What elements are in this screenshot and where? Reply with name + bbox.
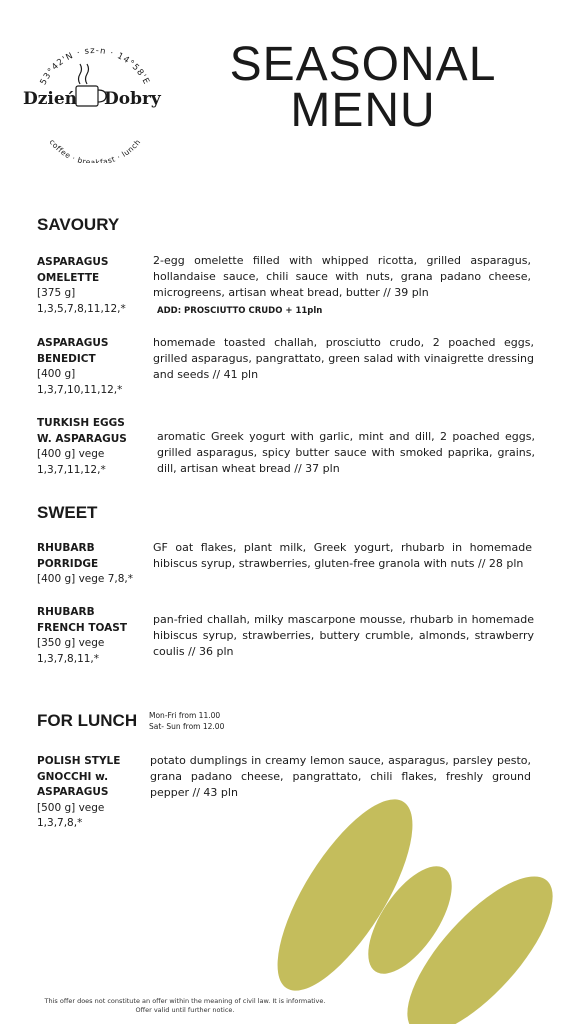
item-weight: [400 g] vege <box>37 448 105 460</box>
decorative-leaf-shapes <box>270 780 560 1024</box>
hours-weekdays: Mon-Fri from 11.00 <box>149 711 221 720</box>
item-name-line: OMELETTE <box>37 271 100 284</box>
item-weight: [400 g] <box>37 368 76 380</box>
menu-item-name <box>37 336 149 398</box>
title-line-1: SEASONAL <box>229 38 497 91</box>
svg-text:53°42'N · sz-n · 14°58'E <box>39 46 152 87</box>
menu-item-name <box>37 255 149 317</box>
cafe-logo <box>20 38 170 163</box>
logo-tagline: coffee · breakfast · lunch <box>47 137 143 163</box>
item-allergens: 1,3,7,8,11,* <box>37 652 100 665</box>
menu-item-name <box>37 416 149 478</box>
lunch-hours <box>149 710 224 732</box>
section-heading-lunch: FOR LUNCH <box>37 711 138 730</box>
footer-line-1: This offer does not constitute an offer within the meaning of civil law. It is informative. <box>44 997 326 1005</box>
title-line-2: MENU <box>290 84 436 137</box>
item-allergens: 1,3,7,10,11,12,* <box>37 383 123 396</box>
menu-item-description <box>153 253 531 319</box>
item-name-line: ASPARAGUS <box>37 337 109 349</box>
item-name-line: ASPARAGUS <box>37 256 109 268</box>
item-name-line: ASPARAGUS <box>37 786 109 798</box>
menu-item-name <box>37 541 149 588</box>
logo-name-left: Dzień <box>23 89 78 109</box>
item-weight-allergens: [400 g] vege 7,8,* <box>37 573 133 585</box>
item-name-line: RHUBARB <box>37 542 95 554</box>
item-name-line: BENEDICT <box>37 352 96 365</box>
page-title <box>218 38 508 137</box>
menu-item-description: pan-fried challah, milky mascarpone mousse, rhubarb in homemade hibiscus syrup, strawberries, buttery crumble, almonds, strawberry coulis // 36 pln <box>153 613 534 658</box>
item-name-line: POLISH STYLE <box>37 755 121 767</box>
item-name-line: FRENCH TOAST <box>37 621 128 634</box>
coffee-cup-icon <box>76 64 106 106</box>
item-name-line: RHUBARB <box>37 606 95 618</box>
logo-name-right: Dobry <box>104 89 161 109</box>
menu-item-description: aromatic Greek yogurt with garlic, mint and dill, 2 poached eggs, grilled asparagus, spicy butter sauce with smoked paprika, grains, dill, artisan wheat bread // 37 pln <box>157 430 535 475</box>
menu-item-description: GF oat flakes, plant milk, Greek yogurt, rhubarb in homemade hibiscus syrup, strawberries, gluten-free granola with nuts // 28 pln <box>153 541 532 570</box>
item-weight: [350 g] vege <box>37 637 105 649</box>
footer-line-2: Offer valid until further notice. <box>135 1006 235 1014</box>
section-heading-savoury: SAVOURY <box>37 215 120 234</box>
item-name-line: PORRIDGE <box>37 557 99 570</box>
item-allergens: 1,3,7,11,12,* <box>37 463 106 476</box>
logo-graphic <box>20 38 170 163</box>
menu-item-description: potato dumplings in creamy lemon sauce, asparagus, parsley pesto, grana padano cheese, pangrattato, chili flakes, freshly ground pepper // 43 pln <box>150 754 531 799</box>
item-name-line: TURKISH EGGS <box>37 417 125 429</box>
item-allergens: 1,3,5,7,8,11,12,* <box>37 302 126 315</box>
menu-item-description: homemade toasted challah, prosciutto crudo, 2 poached eggs, grilled asparagus, pangrattato, green salad with vinaigrette dressing and seeds // 41 pln <box>153 336 534 381</box>
menu-item-name <box>37 754 149 832</box>
item-name-line: GNOCCHI w. <box>37 770 109 783</box>
item-weight: [375 g] <box>37 287 76 299</box>
logo-coordinates: 53°42'N · sz-n · 14°58'E <box>38 45 152 87</box>
svg-text:coffee · breakfast · lunch <box>48 137 143 163</box>
item-addon: ADD: PROSCIUTTO CRUDO + 11pln <box>157 306 323 316</box>
section-heading-sweet: SWEET <box>37 503 98 522</box>
hours-weekend: Sat- Sun from 12.00 <box>149 722 225 731</box>
legal-footer <box>0 997 370 1015</box>
item-description-text: 2-egg omelette filled with whipped ricotta, grilled asparagus, hollandaise sauce, chili sauce with nuts, grana padano cheese, microgreens, artisan wheat bread, butter // 39 pln <box>153 254 531 299</box>
item-weight: [500 g] vege <box>37 801 105 814</box>
item-name-line: W. ASPARAGUS <box>37 432 127 445</box>
item-allergens: 1,3,7,8,* <box>37 817 83 829</box>
menu-item-name <box>37 605 149 667</box>
